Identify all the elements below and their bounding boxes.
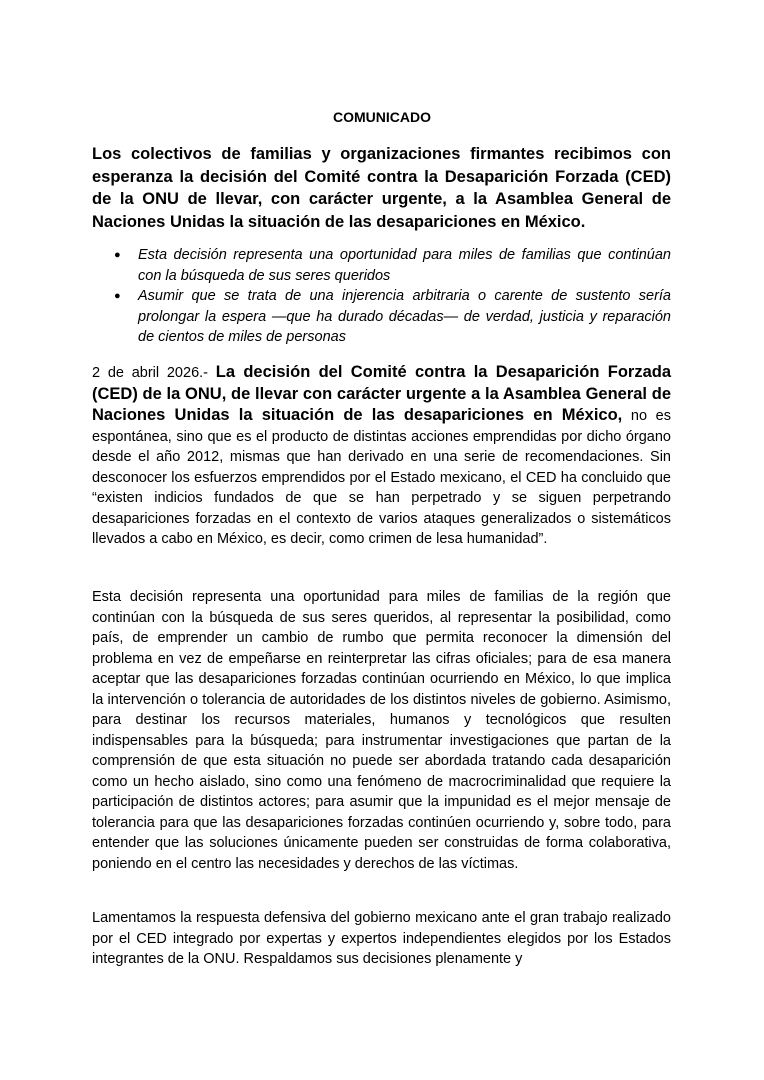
dateline: 2 de abril 2026.- xyxy=(92,365,208,381)
lead-paragraph: Los colectivos de familias y organizaciones firmantes recibimos con esperanza la decisión del Comité contra la Desaparición Forzada (CED) de la ONU de llevar, con carácter urgente, a la Asamblea General de Naciones Unidas la situación de las desapariciones en México. xyxy=(92,145,671,231)
bullet-text: Asumir que se trata de una injerencia arbitraria o carente de sustento sería prolongar la espera —que ha durado décadas— de verdad, justicia y reparación de cientos de miles de personas xyxy=(138,288,671,345)
paragraph-3: Lamentamos la respuesta defensiva del gobierno mexicano ante el gran trabajo realizado por el CED integrado por expertas y expertos independientes elegidos por los Estados integrantes de la ONU. Respaldamos sus decisiones plenamente y xyxy=(92,910,671,967)
paragraph-1 xyxy=(92,362,671,550)
paragraph-1-bold: La decisión del Comité contra la Desaparición Forzada (CED) de la ONU, de llevar con carácter urgente a la Asamblea General de Naciones Unidas la situación de las desapariciones en México, xyxy=(92,363,671,424)
bullet-icon: ● xyxy=(114,249,121,261)
bullet-icon: ● xyxy=(114,290,121,302)
bullet-text: Esta decisión representa una oportunidad para miles de familias que continúan con la búsqueda de sus seres queridos xyxy=(138,247,671,284)
highlights-list xyxy=(92,245,671,348)
paragraph-1-body: no es espontánea, sino que es el producto de distintas acciones emprendidas por dicho órgano desde el año 2012, mismas que han derivado en una serie de recomendaciones. Sin desconocer los esfuerzos emprendidos por el Estado mexicano, el CED ha concluido que “existen indicios fundados de que se han perpetrado y se siguen perpetrando desapariciones forzadas en el contexto de varios ataques generalizados o sistemáticos llevados a cabo en México, es decir, como crimen de lesa humanidad”. xyxy=(92,408,671,547)
list-item xyxy=(92,286,671,348)
list-item xyxy=(92,245,671,286)
document-title: COMUNICADO xyxy=(333,109,431,125)
paragraph-2: Esta decisión representa una oportunidad para miles de familias de la región que continúan con la búsqueda de sus seres queridos, al representar la posibilidad, como país, de emprender un cambio de rumbo que permita reconocer la dimensión del problema en vez de empeñarse en reinterpretar las cifras oficiales; para de esa manera aceptar que las desapariciones forzadas continúan ocurriendo en México, lo que implica la intervención o tolerancia de autoridades de los distintos niveles de gobierno. Asimismo, para destinar los recursos materiales, humanos y tecnológicos que resulten indispensables para la búsqueda; para instrumentar investigaciones que partan de la comprensión de que esta situación no puede ser abordada tratando cada desaparición como un hecho aislado, sino como una fenómeno de macrocriminalidad que requiere la participación de distintos actores; para asumir que la impunidad es el mejor mensaje de tolerancia para que las desapariciones forzadas continúen ocurriendo y, sobre todo, para entender que las soluciones únicamente pueden ser construidas de forma colaborativa, poniendo en el centro las necesidades y derechos de las víctimas. xyxy=(92,589,671,872)
